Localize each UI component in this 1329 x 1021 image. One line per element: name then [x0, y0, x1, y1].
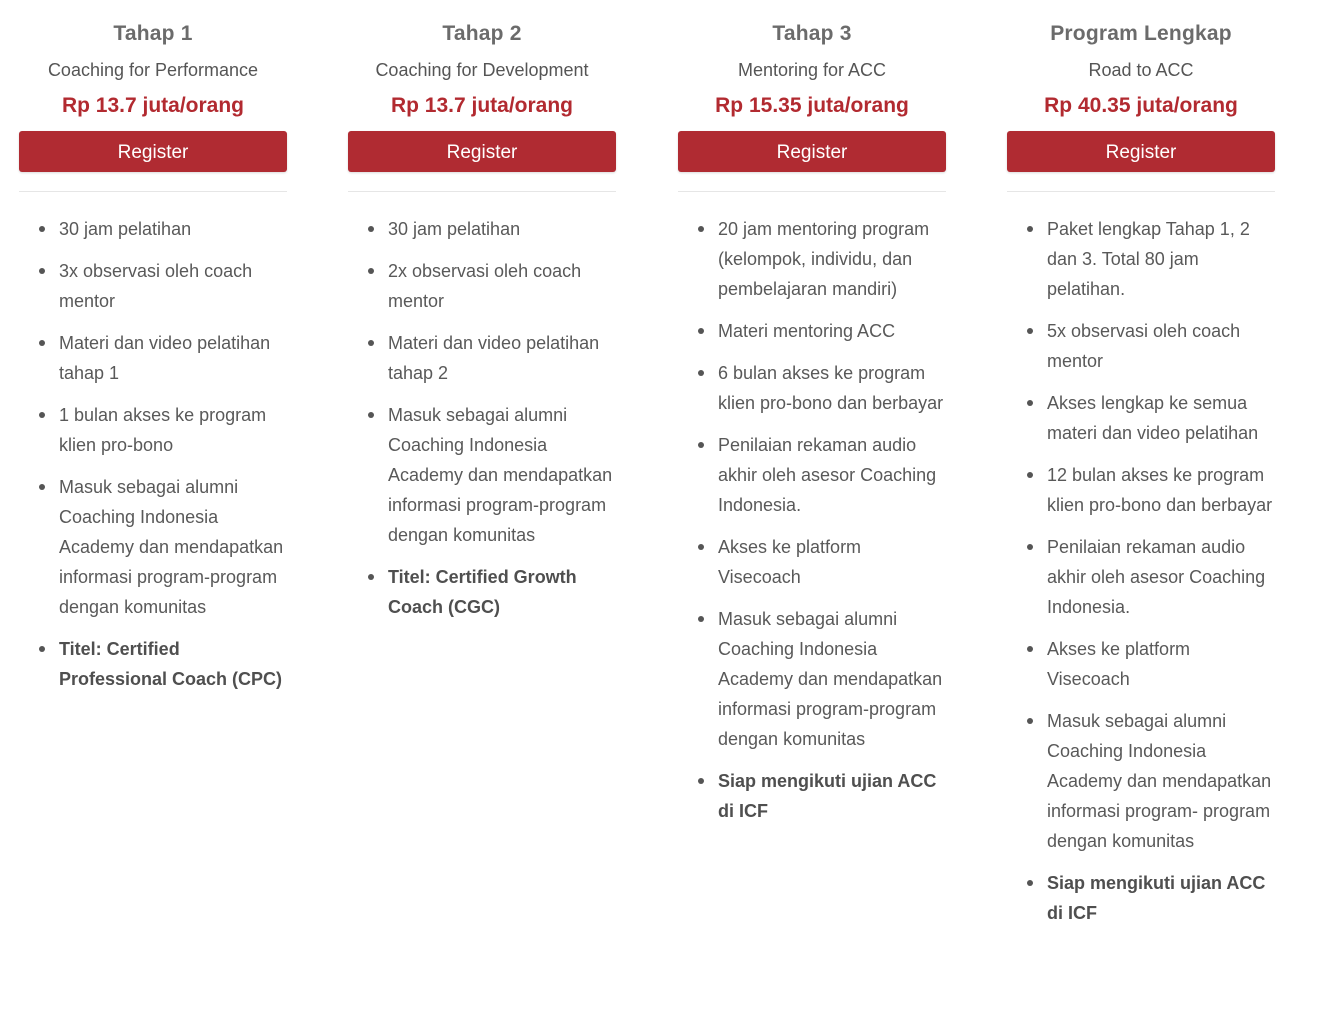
- feature-item: [1007, 634, 1275, 694]
- feature-text: 3x observasi oleh coach mentor: [59, 261, 253, 311]
- bullet-icon: [1027, 646, 1033, 652]
- bullet-icon: [39, 268, 45, 274]
- feature-item: [1007, 316, 1275, 376]
- feature-text: Materi mentoring ACC: [718, 321, 896, 341]
- feature-item: [19, 472, 287, 622]
- feature-text: Masuk sebagai alumni Coaching Indonesia Academy dan mendapatkan informasi program-program dengan komunitas: [59, 477, 284, 617]
- bullet-icon: [368, 574, 374, 580]
- feature-item: [348, 562, 616, 622]
- feature-text: Siap mengikuti ujian ACC di ICF: [718, 771, 937, 821]
- plan-price: Rp 13.7 juta/orang: [61, 94, 245, 117]
- plan-title: Tahap 2: [442, 22, 522, 45]
- bullet-icon: [698, 616, 704, 622]
- bullet-icon: [1027, 400, 1033, 406]
- register-button-tahap-1[interactable]: Register: [19, 131, 287, 172]
- plan-price: Rp 13.7 juta/orang: [390, 94, 574, 117]
- feature-text: Materi dan video pelatihan tahap 2: [388, 333, 600, 383]
- feature-item: [19, 328, 287, 388]
- plan-subtitle: Road to ACC: [1088, 60, 1194, 80]
- bullet-icon: [698, 778, 704, 784]
- plan-subtitle: Mentoring for ACC: [737, 60, 887, 80]
- register-button-tahap-3[interactable]: Register: [678, 131, 946, 172]
- divider: [678, 191, 946, 192]
- plan-card-tahap-1: [19, 0, 287, 706]
- plan-title: Program Lengkap: [1050, 22, 1232, 45]
- feature-item: [1007, 532, 1275, 622]
- feature-text: 5x observasi oleh coach mentor: [1047, 321, 1241, 371]
- plan-card-tahap-3: [678, 0, 946, 838]
- bullet-icon: [39, 412, 45, 418]
- bullet-icon: [698, 544, 704, 550]
- feature-item: [19, 256, 287, 316]
- feature-item: [1007, 460, 1275, 520]
- feature-text: 6 bulan akses ke program klien pro-bono dan berbayar: [718, 363, 944, 413]
- feature-item: [348, 400, 616, 550]
- bullet-icon: [1027, 880, 1033, 886]
- feature-text: Materi dan video pelatihan tahap 1: [59, 333, 271, 383]
- bullet-icon: [368, 226, 374, 232]
- feature-text: 20 jam mentoring program (kelompok, individu, dan pembelajaran mandiri): [718, 219, 930, 299]
- feature-text: Siap mengikuti ujian ACC di ICF: [1047, 873, 1266, 923]
- feature-item: [678, 430, 946, 520]
- bullet-icon: [368, 412, 374, 418]
- feature-text: Akses ke platform Visecoach: [1047, 639, 1191, 689]
- plan-subtitle: Coaching for Performance: [47, 60, 259, 80]
- feature-list: [1007, 214, 1275, 928]
- bullet-icon: [368, 340, 374, 346]
- feature-text: Akses ke platform Visecoach: [718, 537, 862, 587]
- plan-card-tahap-2: [348, 0, 616, 634]
- feature-item: [678, 604, 946, 754]
- plan-subtitle: Coaching for Development: [375, 60, 589, 80]
- feature-text: 1 bulan akses ke program klien pro-bono: [59, 405, 267, 455]
- divider: [1007, 191, 1275, 192]
- feature-item: [1007, 214, 1275, 304]
- feature-text: Masuk sebagai alumni Coaching Indonesia Academy dan mendapatkan informasi program- program dengan komunitas: [1047, 711, 1272, 851]
- feature-item: [1007, 388, 1275, 448]
- feature-list: [678, 214, 946, 826]
- feature-item: [678, 766, 946, 826]
- feature-text: 30 jam pelatihan: [59, 219, 192, 239]
- feature-item: [1007, 868, 1275, 928]
- feature-item: [19, 400, 287, 460]
- feature-item: [19, 634, 287, 694]
- divider: [348, 191, 616, 192]
- feature-text: Masuk sebagai alumni Coaching Indonesia Academy dan mendapatkan informasi program-program dengan komunitas: [388, 405, 613, 545]
- plan-price: Rp 15.35 juta/orang: [715, 94, 909, 117]
- bullet-icon: [39, 484, 45, 490]
- feature-text: Paket lengkap Tahap 1, 2 dan 3. Total 80 jam pelatihan.: [1047, 219, 1250, 299]
- feature-text: 12 bulan akses ke program klien pro-bono dan berbayar: [1047, 465, 1273, 515]
- bullet-icon: [698, 226, 704, 232]
- bullet-icon: [39, 646, 45, 652]
- bullet-icon: [1027, 718, 1033, 724]
- plan-title: Tahap 1: [113, 22, 193, 45]
- bullet-icon: [1027, 472, 1033, 478]
- register-button-program-lengkap[interactable]: Register: [1007, 131, 1275, 172]
- bullet-icon: [1027, 226, 1033, 232]
- feature-text: Titel: Certified Growth Coach (CGC): [388, 567, 577, 617]
- register-button-tahap-2[interactable]: Register: [348, 131, 616, 172]
- feature-text: Akses lengkap ke semua materi dan video pelatihan: [1047, 393, 1259, 443]
- divider: [19, 191, 287, 192]
- bullet-icon: [39, 340, 45, 346]
- feature-text: Titel: Certified Professional Coach (CPC): [59, 639, 283, 689]
- feature-item: [678, 316, 946, 346]
- feature-item: [678, 532, 946, 592]
- feature-text: 30 jam pelatihan: [388, 219, 521, 239]
- feature-item: [348, 256, 616, 316]
- feature-item: [348, 328, 616, 388]
- feature-item: [1007, 706, 1275, 856]
- plan-card-program-lengkap: [1007, 0, 1275, 940]
- feature-item: [678, 214, 946, 304]
- feature-item: [678, 358, 946, 418]
- feature-item: [19, 214, 287, 244]
- bullet-icon: [698, 442, 704, 448]
- feature-text: Masuk sebagai alumni Coaching Indonesia Academy dan mendapatkan informasi program-program dengan komunitas: [718, 609, 943, 749]
- feature-list: [348, 214, 616, 622]
- feature-text: 2x observasi oleh coach mentor: [388, 261, 582, 311]
- bullet-icon: [1027, 328, 1033, 334]
- feature-list: [19, 214, 287, 694]
- feature-text: Penilaian rekaman audio akhir oleh asesor Coaching Indonesia.: [1047, 537, 1266, 617]
- plan-title: Tahap 3: [772, 22, 852, 45]
- feature-text: Penilaian rekaman audio akhir oleh asesor Coaching Indonesia.: [718, 435, 937, 515]
- bullet-icon: [1027, 544, 1033, 550]
- bullet-icon: [698, 370, 704, 376]
- feature-item: [348, 214, 616, 244]
- bullet-icon: [698, 328, 704, 334]
- bullet-icon: [368, 268, 374, 274]
- plan-price: Rp 40.35 juta/orang: [1044, 94, 1238, 117]
- bullet-icon: [39, 226, 45, 232]
